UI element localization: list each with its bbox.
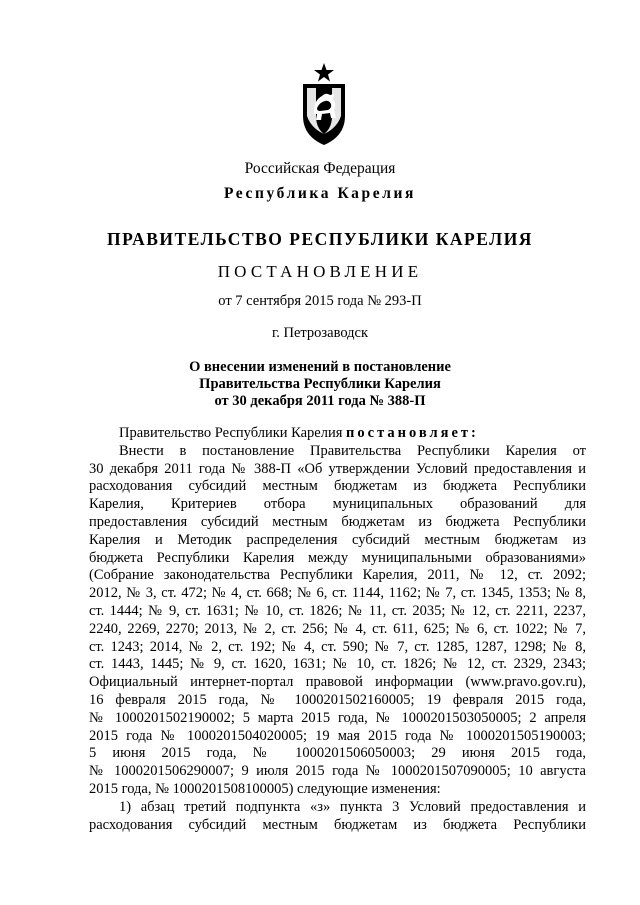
- body-line: 30 декабря 2011 года № 388-П «Об утверждении Условий предоставления и: [89, 460, 586, 477]
- body-line: 2015 года, № 1000201508100005) следующие изменения:: [89, 780, 441, 797]
- body-line: № 1000201506290007; 9 июля 2015 года № 1000201507090005; 10 августа: [89, 763, 586, 780]
- body-line: расходования субсидий местным бюджетам из бюджета Республики: [89, 478, 586, 495]
- body-line: расходования субсидий местным бюджетам из бюджета Республики: [89, 816, 586, 833]
- subject-line: от 30 декабря 2011 года № 388-П: [214, 393, 426, 409]
- document-date-number: от 7 сентября 2015 года № 293-П: [218, 293, 422, 309]
- government-title: ПРАВИТЕЛЬСТВО РЕСПУБЛИКИ КАРЕЛИЯ: [107, 229, 533, 249]
- body-line: ст. 1243; 2014, № 2, ст. 192; № 4, ст. 590; № 7, ст. 1285, 1287, 1298; № 8,: [89, 638, 586, 655]
- body-line: Официальный интернет-портал правовой информации (www.pravo.gov.ru),: [89, 674, 586, 691]
- body-line: 2240, 2269, 2270; 2013, № 2, ст. 256; № 4, ст. 611, 625; № 6, ст. 1022; № 7,: [89, 620, 586, 637]
- document-body: [89, 425, 586, 834]
- body-line: 1) абзац третий подпункта «з» пункта 3 Условий предоставления и: [119, 798, 586, 815]
- body-line: предоставления субсидий местным бюджетам из бюджета Республики: [89, 513, 586, 530]
- karelia-coat-of-arms-icon: [300, 62, 348, 146]
- body-line: Карелия и Методик распределения субсидий местным бюджетам из: [89, 531, 586, 548]
- body-line: (Собрание законодательства Республики Карелия, 2011, № 12, ст. 2092;: [89, 567, 586, 584]
- document-type: ПОСТАНОВЛЕНИЕ: [217, 262, 423, 281]
- body-line: Карелия, Критериев отбора муниципальных образований для: [89, 496, 586, 513]
- body-line: бюджета Республики Карелия между муниципальными образованиями»: [89, 549, 586, 566]
- preamble-emphasis: постановляет:: [346, 425, 479, 441]
- body-line: ст. 1444; № 9, ст. 1631; № 10, ст. 1826; № 11, ст. 2035; № 12, ст. 2211, 2237,: [89, 602, 586, 619]
- preamble-text: Правительство Республики Карелия: [119, 425, 347, 441]
- body-line: Внести в постановление Правительства Республики Карелия от: [119, 442, 586, 459]
- body-line: 2012, № 3, ст. 472; № 4, ст. 668; № 6, ст. 1144, 1162; № 7, ст. 1345, 1353; № 8,: [89, 585, 586, 602]
- document-city: г. Петрозаводск: [271, 325, 369, 341]
- body-line: ст. 1443, 1445; № 9, ст. 1620, 1631; № 10, ст. 1826; № 12, ст. 2329, 2343;: [89, 656, 586, 673]
- subject-line: О внесении изменений в постановление: [189, 359, 451, 375]
- subject-line: Правительства Республики Карелия: [199, 376, 441, 392]
- body-line: 2015 года № 1000201504020005; 19 мая 2015 года № 1000201505190003;: [89, 727, 586, 744]
- body-line: 5 июня 2015 года, № 1000201506050003; 29 июня 2015 года,: [89, 745, 586, 762]
- body-line: № 1000201502190002; 5 марта 2015 года, № 1000201503050005; 2 апреля: [89, 709, 586, 726]
- preamble: [89, 425, 586, 443]
- body-line: 16 февраля 2015 года, № 1000201502160005; 19 февраля 2015 года,: [89, 691, 586, 708]
- republic-name: Республика Карелия: [223, 185, 417, 202]
- country-name: Российская Федерация: [244, 160, 396, 177]
